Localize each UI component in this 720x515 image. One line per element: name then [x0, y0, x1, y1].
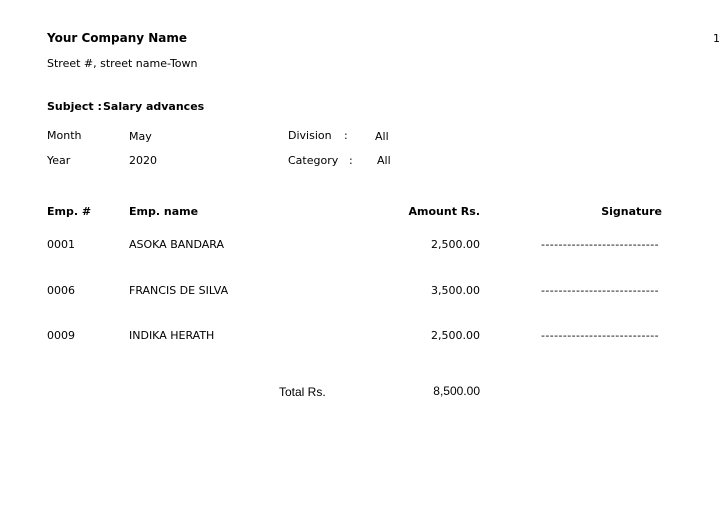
row-amount: 2,500.00 [431, 238, 480, 251]
column-header-amount: Amount Rs. [408, 205, 480, 218]
column-header-emp-name: Emp. name [129, 205, 199, 218]
category-label: Category [288, 154, 339, 167]
row-emp-name: ASOKA BANDARA [129, 238, 225, 251]
month-label: Month [47, 129, 82, 142]
row-amount: 2,500.00 [431, 329, 480, 342]
column-header-signature: Signature [601, 205, 662, 218]
month-value: May [129, 130, 152, 143]
category-separator: : [349, 154, 353, 167]
subject-label: Subject : [47, 100, 102, 113]
category-value: All [377, 154, 391, 167]
row-emp-no: 0009 [47, 329, 75, 342]
subject-value: Salary advances [103, 100, 205, 113]
row-emp-name: FRANCIS DE SILVA [129, 284, 229, 297]
year-label: Year [47, 154, 71, 167]
division-separator: : [344, 129, 348, 142]
row-signature-line: --------------------------- [541, 238, 659, 251]
total-label: Total Rs. [279, 385, 326, 399]
row-emp-no: 0001 [47, 238, 75, 251]
division-label: Division [288, 129, 332, 142]
column-header-emp-no: Emp. # [47, 205, 92, 218]
row-signature-line: --------------------------- [541, 329, 659, 342]
row-emp-name: INDIKA HERATH [129, 329, 215, 342]
row-emp-no: 0006 [47, 284, 75, 297]
division-value: All [375, 130, 389, 143]
page-number: 1 [713, 32, 720, 45]
row-signature-line: --------------------------- [541, 284, 659, 297]
total-value: 8,500.00 [433, 384, 480, 398]
company-name: Your Company Name [47, 31, 188, 45]
year-value: 2020 [129, 154, 157, 167]
row-amount: 3,500.00 [431, 284, 480, 297]
company-address: Street #, street name-Town [47, 57, 198, 70]
